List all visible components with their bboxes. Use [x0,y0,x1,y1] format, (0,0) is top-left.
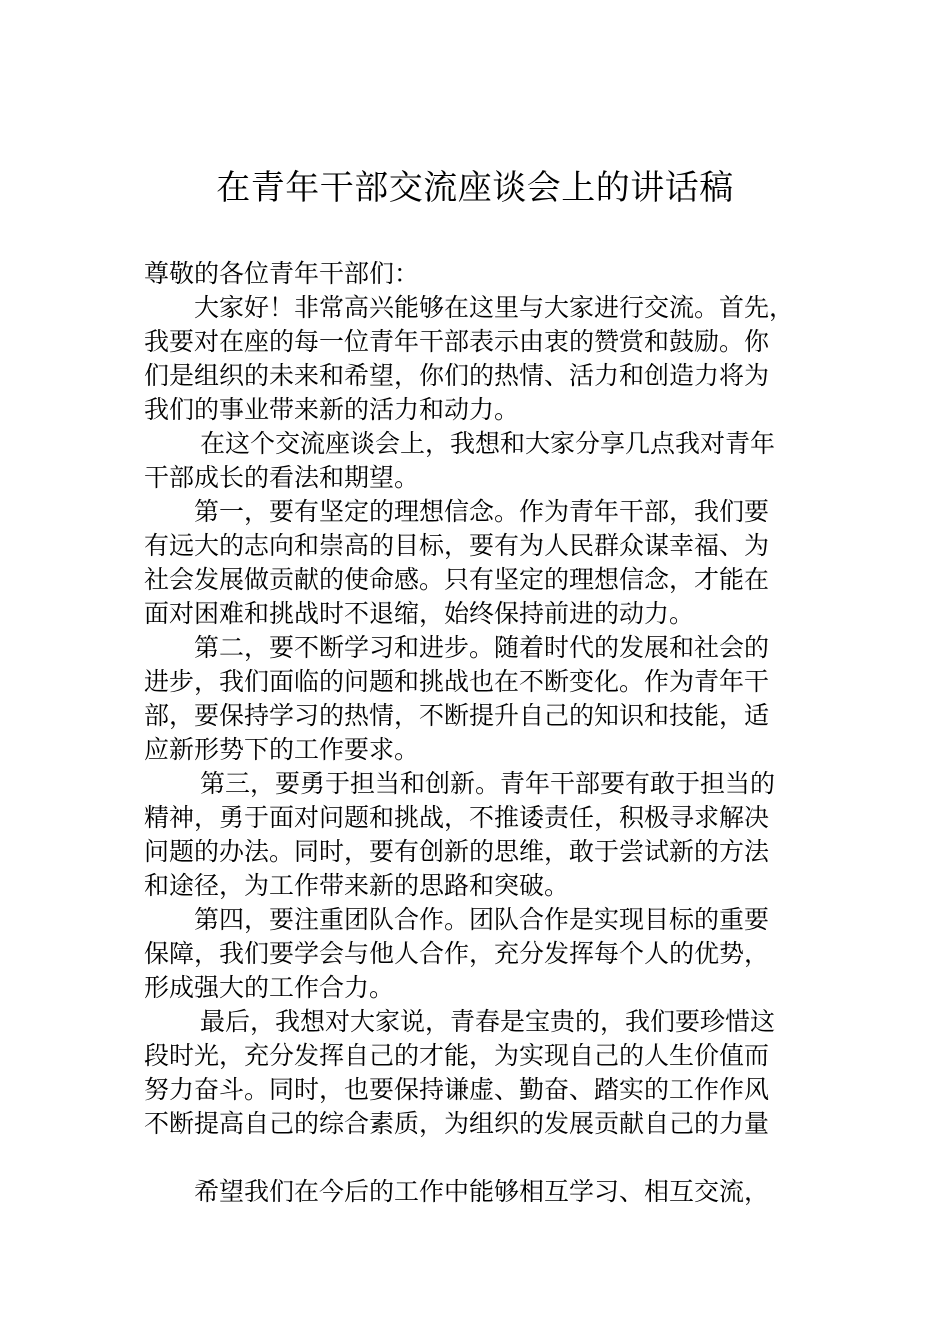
salutation-line: 尊敬的各位青年干部们： [144,259,420,288]
text-line: 最后，我想对大家说，青春是宝贵的，我们要珍惜这 [200,1007,776,1036]
text-line: 有远大的志向和崇高的目标，要有为人民群众谋幸福、为 [144,531,770,560]
text-line: 面对困难和挑战时不退缩，始终保持前进的动力。 [144,599,695,628]
text-line: 进步，我们面临的问题和挑战也在不断变化。作为青年干 [144,667,770,696]
text-line: 段时光，充分发挥自己的才能，为实现自己的人生价值而 [144,1041,770,1070]
text-line: 第四，要注重团队合作。团队合作是实现目标的重要 [194,905,770,934]
text-line: 努力奋斗。同时，也要保持谦虚、勤奋、踏实的工作作风 [144,1075,770,1104]
text-line: 问题的办法。同时，要有创新的思维，敢于尝试新的方法 [144,837,770,866]
text-line: 第二，要不断学习和进步。随着时代的发展和社会的 [194,633,770,662]
text-line: 我要对在座的每一位青年干部表示由衷的赞赏和鼓励。你 [144,327,770,356]
text-line: 干部成长的看法和期望。 [144,463,420,492]
text-line: 希望我们在今后的工作中能够相互学习、相互交流， [194,1177,770,1206]
text-line: 应新形势下的工作要求。 [144,735,420,764]
text-line: 第一，要有坚定的理想信念。作为青年干部，我们要 [194,497,770,526]
paragraph-gap [144,1141,816,1175]
text-line: 们是组织的未来和希望，你们的热情、活力和创造力将为 [144,361,770,390]
text-line: 在这个交流座谈会上，我想和大家分享几点我对青年 [200,429,776,458]
text-line: 不断提高自己的综合素质，为组织的发展贡献自己的力量 [144,1109,770,1138]
text-line: 和途径，为工作带来新的思路和突破。 [144,871,570,900]
text-line: 大家好！非常高兴能够在这里与大家进行交流。首先， [194,293,795,322]
document-title: 在青年干部交流座谈会上的讲话稿 [216,168,734,208]
text-line: 保障，我们要学会与他人合作，充分发挥每个人的优势， [144,939,770,968]
text-line: 部，要保持学习的热情，不断提升自己的知识和技能，适 [144,701,770,730]
text-line: 社会发展做贡献的使命感。只有坚定的理想信念，才能在 [144,565,770,594]
text-line: 形成强大的工作合力。 [144,973,395,1002]
document-body [144,257,816,1209]
text-line: 第三，要勇于担当和创新。青年干部要有敢于担当的 [200,769,776,798]
text-line: 精神，勇于面对问题和挑战，不推诿责任，积极寻求解决 [144,803,770,832]
text-line: 我们的事业带来新的活力和动力。 [144,395,520,424]
